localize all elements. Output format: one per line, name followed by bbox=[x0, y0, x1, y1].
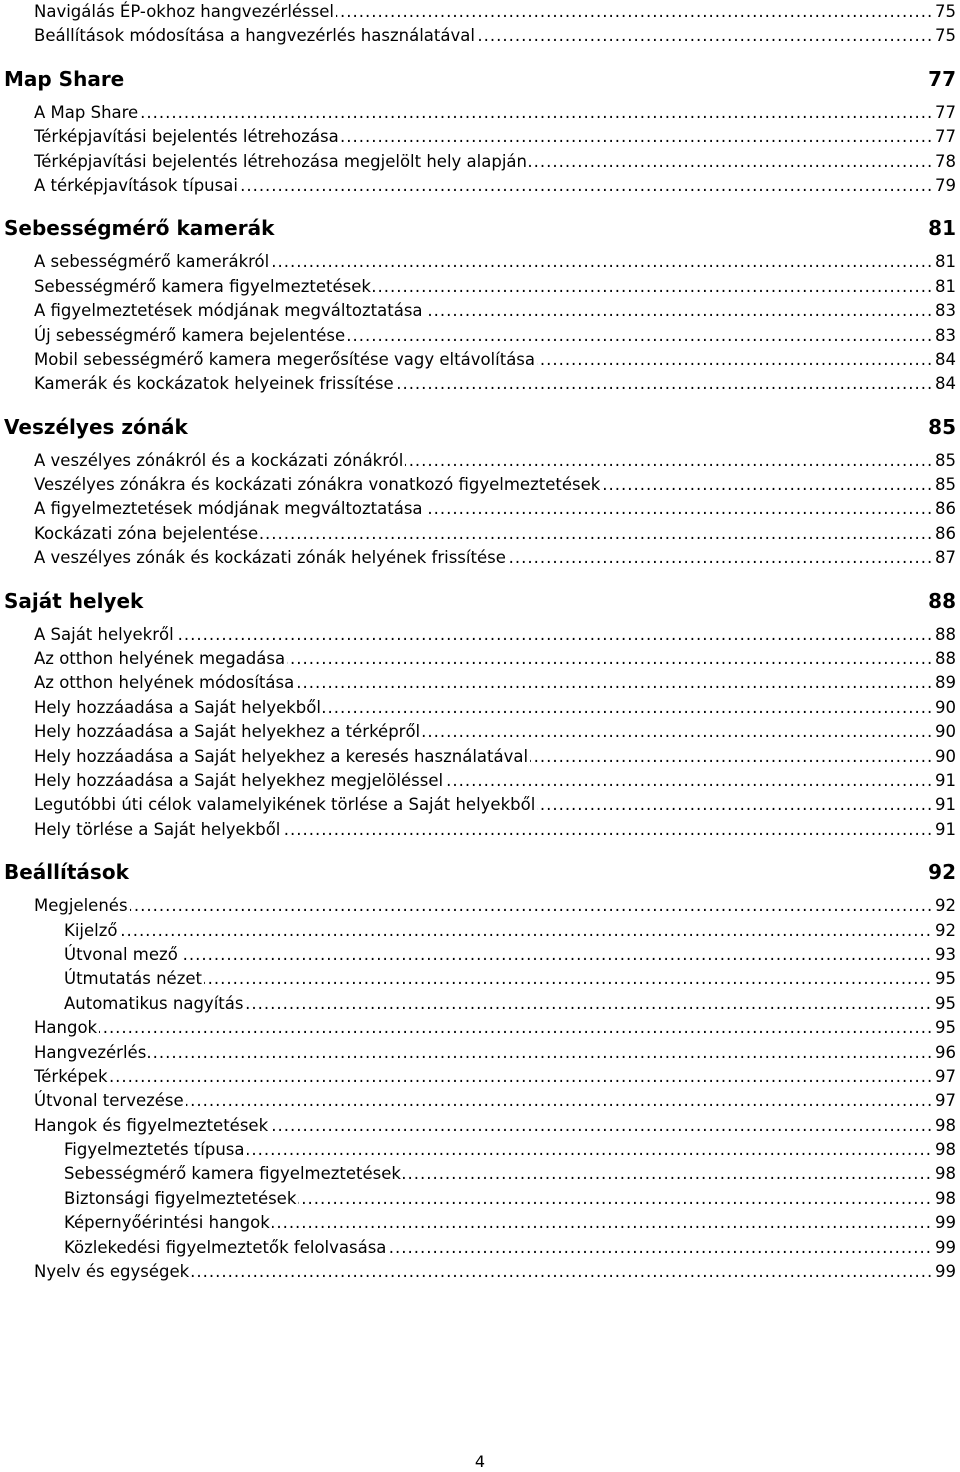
toc-entry-page: 95 bbox=[932, 1016, 956, 1040]
toc-entry-page: 77 bbox=[932, 101, 956, 125]
toc-entry-title: Nyelv és egységek bbox=[34, 1262, 190, 1282]
toc-entry-page: 81 bbox=[932, 275, 956, 299]
toc-entry[interactable] bbox=[34, 894, 956, 918]
toc-entry-page: 90 bbox=[932, 720, 956, 744]
toc-entry-title: A Saját helyekről bbox=[34, 624, 174, 644]
toc-entry-title: Hangvezérlés bbox=[34, 1042, 147, 1062]
toc-entry-title: Hangok és figyelmeztetések bbox=[34, 1115, 269, 1135]
toc-entry-page: 83 bbox=[932, 324, 956, 348]
toc-entry-page: 95 bbox=[932, 967, 956, 991]
toc-entry-page: 85 bbox=[932, 449, 956, 473]
toc-entry-title: Közlekedési figyelmeztetők felolvasása bbox=[64, 1237, 387, 1257]
toc-entry[interactable] bbox=[34, 1089, 956, 1113]
toc-entry-page: 99 bbox=[932, 1236, 956, 1260]
toc-entry[interactable] bbox=[34, 150, 956, 174]
toc-entry-title: Sebességmérő kamera figyelmeztetések bbox=[64, 1164, 401, 1184]
toc-section-title: Sebességmérő kamerák bbox=[4, 216, 275, 241]
toc-subentry[interactable] bbox=[64, 992, 956, 1016]
page-number: 4 bbox=[474, 1452, 486, 1471]
toc-subentry[interactable] bbox=[64, 1138, 956, 1162]
toc-entry-title: Hely törlése a Saját helyekből bbox=[34, 819, 281, 839]
toc-entry-page: 92 bbox=[932, 919, 956, 943]
toc-entry[interactable] bbox=[34, 793, 956, 817]
toc-entry-page: 97 bbox=[932, 1065, 956, 1089]
toc-entry-page: 81 bbox=[932, 250, 956, 274]
toc-entry[interactable] bbox=[34, 745, 956, 769]
toc-entry[interactable] bbox=[34, 348, 956, 372]
toc-entry-title: A térképjavítások típusai bbox=[34, 175, 238, 195]
toc-entry[interactable] bbox=[34, 372, 956, 396]
toc-entry-title: Navigálás ÉP-okhoz hangvezérléssel bbox=[34, 2, 334, 21]
toc-entry[interactable] bbox=[34, 125, 956, 149]
toc-entry[interactable] bbox=[34, 24, 956, 48]
toc-section-page: 77 bbox=[928, 66, 956, 91]
toc-entry-title: Hely hozzáadása a Saját helyekhez a térképről bbox=[34, 722, 421, 742]
toc-section-heading[interactable] bbox=[4, 65, 956, 93]
toc-section-page: 92 bbox=[928, 860, 956, 885]
toc-entry-title: Kamerák és kockázatok helyeinek frissítése bbox=[34, 374, 394, 394]
toc-entry-page: 90 bbox=[932, 696, 956, 720]
toc-entry[interactable] bbox=[34, 174, 956, 198]
toc-entry-title: Útvonal tervezése bbox=[34, 1091, 184, 1111]
toc-entry-page: 99 bbox=[932, 1260, 956, 1284]
toc-entry[interactable] bbox=[34, 720, 956, 744]
toc-entry-page: 86 bbox=[932, 497, 956, 521]
toc-subentry[interactable] bbox=[64, 1187, 956, 1211]
toc-subentry[interactable] bbox=[64, 1162, 956, 1186]
toc-subentry[interactable] bbox=[64, 943, 956, 967]
toc-entry[interactable] bbox=[34, 769, 956, 793]
toc-entry-page: 79 bbox=[932, 174, 956, 198]
toc-entry-title: Kockázati zóna bejelentése bbox=[34, 523, 259, 543]
toc-entry-title: Sebességmérő kamera figyelmeztetések bbox=[34, 276, 371, 296]
toc-entry[interactable] bbox=[34, 1065, 956, 1089]
toc-entry[interactable] bbox=[34, 299, 956, 323]
toc-entry-page: 78 bbox=[932, 150, 956, 174]
toc-entry[interactable] bbox=[34, 449, 956, 473]
toc-entry-title: Útvonal mező bbox=[64, 944, 178, 964]
toc-entry-page: 84 bbox=[932, 372, 956, 396]
toc-entry-page: 92 bbox=[932, 894, 956, 918]
toc-entry-page: 98 bbox=[932, 1138, 956, 1162]
toc-entry[interactable] bbox=[34, 671, 956, 695]
toc-entry-page: 98 bbox=[932, 1187, 956, 1211]
toc-section-page: 85 bbox=[928, 414, 956, 439]
toc-entry-page: 91 bbox=[932, 793, 956, 817]
toc-entry-page: 90 bbox=[932, 745, 956, 769]
toc-entry-title: Új sebességmérő kamera bejelentése bbox=[34, 325, 346, 345]
toc-section-page: 88 bbox=[928, 588, 956, 613]
toc-entry[interactable] bbox=[34, 1016, 956, 1040]
toc-entry-page: 88 bbox=[932, 647, 956, 671]
toc-entry-page: 98 bbox=[932, 1114, 956, 1138]
toc-entry-title: Veszélyes zónákra és kockázati zónákra vonatkozó figyelmeztetések bbox=[34, 475, 601, 495]
toc-subentry[interactable] bbox=[64, 967, 956, 991]
toc-entry-page: 83 bbox=[932, 299, 956, 323]
toc-entry-page: 99 bbox=[932, 1211, 956, 1235]
toc-entry-title: Beállítások módosítása a hangvezérlés használatával bbox=[34, 26, 475, 46]
toc-entry-page: 98 bbox=[932, 1162, 956, 1186]
toc-entry-title: Hangok bbox=[34, 1018, 98, 1038]
toc-entry[interactable] bbox=[34, 522, 956, 546]
toc-section-heading[interactable] bbox=[4, 858, 956, 886]
toc-entry-page: 85 bbox=[932, 473, 956, 497]
toc-entry-page: 89 bbox=[932, 671, 956, 695]
toc-entry-page: 93 bbox=[932, 943, 956, 967]
toc-entry-title: Megjelenés bbox=[34, 896, 128, 916]
toc-entry-title: Biztonsági figyelmeztetések bbox=[64, 1188, 297, 1208]
toc-entry[interactable] bbox=[34, 324, 956, 348]
toc-entry[interactable] bbox=[34, 546, 956, 570]
toc-entry-title: Kijelző bbox=[64, 920, 118, 940]
toc-entry-title: Figyelmeztetés típusa bbox=[64, 1140, 245, 1160]
toc-entry-page: 87 bbox=[932, 546, 956, 570]
toc-entry[interactable] bbox=[34, 497, 956, 521]
toc-entry-title: Az otthon helyének megadása bbox=[34, 649, 286, 669]
toc-entry-title: Mobil sebességmérő kamera megerősítése vagy eltávolítása bbox=[34, 349, 536, 369]
toc-entry[interactable] bbox=[34, 1041, 956, 1065]
toc-entry-page: 97 bbox=[932, 1089, 956, 1113]
toc-section-title: Veszélyes zónák bbox=[4, 414, 188, 439]
toc-entry-title: Térképjavítási bejelentés létrehozása megjelölt hely alapján bbox=[34, 151, 527, 171]
toc-entry-title: A veszélyes zónák és kockázati zónák helyének frissítése bbox=[34, 548, 506, 568]
toc-entry-title: A figyelmeztetések módjának megváltoztatása bbox=[34, 499, 423, 519]
toc-entry-title: Térképjavítási bejelentés létrehozása bbox=[34, 127, 339, 147]
toc-entry-title: Legutóbbi úti célok valamelyikének törlése a Saját helyekből bbox=[34, 795, 536, 815]
toc-entry[interactable] bbox=[34, 623, 956, 647]
toc-entry-page: 75 bbox=[932, 24, 956, 48]
toc-entry-page: 91 bbox=[932, 769, 956, 793]
toc-entry-title: Képernyőérintési hangok bbox=[64, 1213, 270, 1233]
toc-entry-title: Hely hozzáadása a Saját helyekből bbox=[34, 697, 321, 717]
toc-entry[interactable] bbox=[34, 275, 956, 299]
toc-section-heading[interactable] bbox=[4, 413, 956, 441]
toc-section-heading[interactable] bbox=[4, 214, 956, 242]
toc-entry-title: Térképek bbox=[34, 1066, 108, 1086]
toc-entry-page: 91 bbox=[932, 818, 956, 842]
toc-section-heading[interactable] bbox=[4, 587, 956, 615]
toc-entry[interactable] bbox=[34, 818, 956, 842]
toc-entry[interactable] bbox=[34, 647, 956, 671]
toc-entry-page: 84 bbox=[932, 348, 956, 372]
toc-subentry[interactable] bbox=[64, 919, 956, 943]
toc-entry-page: 95 bbox=[932, 992, 956, 1016]
toc-entry-title: Hely hozzáadása a Saját helyekhez megjelöléssel bbox=[34, 770, 444, 790]
toc-entry[interactable] bbox=[34, 250, 956, 274]
toc-entry-title: A figyelmeztetések módjának megváltoztatása bbox=[34, 301, 423, 321]
toc-entry[interactable] bbox=[34, 0, 956, 24]
toc-entry-page: 86 bbox=[932, 522, 956, 546]
toc-entry-page: 96 bbox=[932, 1041, 956, 1065]
toc-entry-page: 88 bbox=[932, 623, 956, 647]
toc-entry-page: 75 bbox=[932, 0, 956, 24]
toc-subentry[interactable] bbox=[64, 1236, 956, 1260]
toc-entry[interactable] bbox=[34, 473, 956, 497]
toc-subentry[interactable] bbox=[64, 1211, 956, 1235]
toc-entry-title: Az otthon helyének módosítása bbox=[34, 673, 295, 693]
toc-entry[interactable] bbox=[34, 101, 956, 125]
toc-section-title: Beállítások bbox=[4, 860, 129, 885]
toc-entry-title: Automatikus nagyítás bbox=[64, 993, 244, 1013]
toc-entry-title: A sebességmérő kamerákról bbox=[34, 252, 270, 272]
toc-entry-title: Hely hozzáadása a Saját helyekhez a keresés használatával bbox=[34, 746, 529, 766]
toc-entry-page: 77 bbox=[932, 125, 956, 149]
toc-entry-title: A Map Share bbox=[34, 102, 139, 122]
toc-section-page: 81 bbox=[928, 216, 956, 241]
toc-entry-title: A veszélyes zónákról és a kockázati zónákról bbox=[34, 450, 404, 470]
toc-section-title: Saját helyek bbox=[4, 588, 144, 613]
toc-section-title: Map Share bbox=[4, 66, 125, 91]
toc-entry[interactable] bbox=[34, 1260, 956, 1284]
toc-entry[interactable] bbox=[34, 1114, 956, 1138]
toc-entry[interactable] bbox=[34, 696, 956, 720]
toc-entry-title: Útmutatás nézet bbox=[64, 969, 202, 989]
